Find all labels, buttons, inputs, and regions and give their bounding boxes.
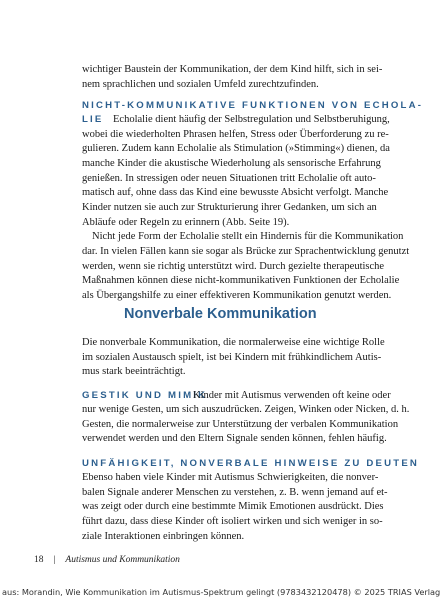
paragraph-line: balen Signale anderer Menschen zu verstehen, z. B. wenn jemand auf et- [82, 487, 388, 498]
paragraph-line: Abläufe oder Regeln zu erinnern (Abb. Seite 19). [82, 217, 290, 228]
paragraph-line: gulieren. Zudem kann Echolalie als Stimulation (»Stimming«) dienen, da [82, 143, 390, 154]
intro-line: nem sprachlichen und sozialen Umfeld zurechtzufinden. [82, 79, 319, 90]
paragraph-line: Echolalie dient häufig der Selbstregulation und Selbstberuhigung, [113, 114, 390, 125]
paragraph-line: im sozialen Austausch spielt, ist bei Kindern mit frühkindlichem Autis- [82, 352, 382, 363]
paragraph-line: Kinder nutzen sie auch zur Strukturierung ihrer Gedanken, um sich an [82, 202, 377, 213]
paragraph-line: manche Kinder die akustische Wiederholung als sensorische Erfahrung [82, 158, 381, 169]
section-heading-gestik: GESTIK UND MIMIK [82, 390, 208, 401]
paragraph-line: führt dazu, dass diese Kinder oft isoliert wirken und sich weniger in so- [82, 516, 383, 527]
intro-line: wichtiger Baustein der Kommunikation, der dem Kind hilft, sich in sei- [82, 64, 383, 75]
paragraph-line: genießen. In stressigen oder neuen Situationen tritt Echolalie oft auto- [82, 173, 376, 184]
paragraph-line: Nicht jede Form der Echolalie stellt ein Hindernis für die Kommunikation [92, 231, 404, 242]
paragraph-line: Die nonverbale Kommunikation, die normalerweise eine wichtige Rolle [82, 337, 385, 348]
paragraph-line: als Übergangshilfe zu einer effektiveren Kommunikation genutzt werden. [82, 290, 392, 301]
paragraph-line: mus stark beeinträchtigt. [82, 366, 186, 377]
paragraph-line: Kinder mit Autismus verwenden oft keine oder [193, 390, 391, 401]
paragraph-line: matisch auf, ohne dass das Kind eine bewusste Absicht verfolgt. Manche [82, 187, 389, 198]
paragraph-line: Gesten, die normalerweise zur Unterstützung der verbalen Kommunikation [82, 419, 399, 430]
running-title: Autismus und Kommunikation [65, 555, 180, 565]
paragraph-line: verwendet werden und den Eltern Signale senden können, fehlen häufig. [82, 433, 387, 444]
paragraph-line: ziale Interaktionen einbringen können. [82, 531, 245, 542]
page-footer [34, 555, 180, 565]
footer-separator: | [53, 555, 56, 565]
paragraph-line: Ebenso haben viele Kinder mit Autismus Schwierigkeiten, die nonver- [82, 472, 379, 483]
section-title: Nonverbale Kommunikation [124, 306, 317, 322]
paragraph-line: dar. In vielen Fällen kann sie sogar als Brücke zur Sprachentwicklung genutzt [82, 246, 410, 257]
section-heading-echolalie-cont: LIE [82, 114, 104, 125]
section-heading-echolalie: NICHT-KOMMUNIKATIVE FUNKTIONEN VON ECHOLA- [82, 100, 424, 111]
paragraph-line: nur wenige Gesten, um sich auszudrücken. Zeigen, Winken oder Nicken, d. h. [82, 404, 410, 415]
section-heading-nonverbale-hinweise: UNFÄHIGKEIT, NONVERBALE HINWEISE ZU DEUTEN [82, 458, 420, 469]
paragraph-line: Maßnahmen können diese nicht-kommunikativen Funktionen der Echolalie [82, 275, 400, 286]
paragraph-line: werden, wenn sie richtig unterstützt wird. Durch gezielte therapeutische [82, 261, 385, 272]
page-number: 18 [34, 555, 44, 565]
paragraph-line: wobei die wiederholten Phrasen helfen, Stress oder Überforderung zu re- [82, 129, 389, 140]
source-credit: aus: Morandin, Wie Kommunikation im Autismus-Spektrum gelingt (9783432120478) © 2025 TRIAS Verlag [0, 585, 442, 600]
paragraph-line: was zeigt oder durch eine bestimmte Mimik Emotionen ausdrückt. Dies [82, 501, 384, 512]
